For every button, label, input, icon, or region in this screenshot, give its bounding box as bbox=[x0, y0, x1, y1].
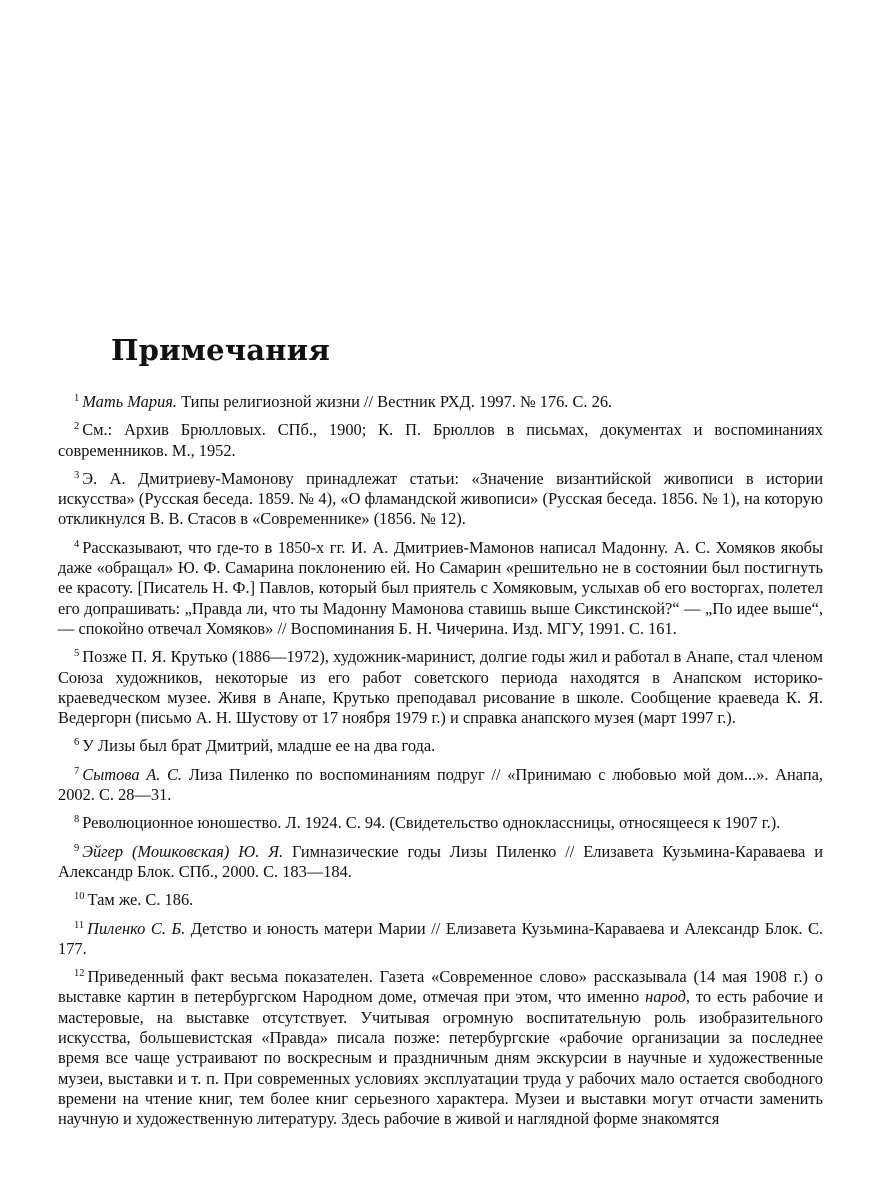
note-number: 2 bbox=[74, 421, 80, 433]
note-author: Сытова А. С. bbox=[82, 764, 183, 784]
note-item bbox=[58, 813, 823, 833]
note-item bbox=[58, 736, 823, 756]
note-text: Революционное юношество. Л. 1924. С. 94. (Свидетельство одноклассницы, относящееся к 1907 г.). bbox=[82, 813, 781, 833]
note-number: 8 bbox=[74, 814, 80, 826]
note-item bbox=[58, 842, 823, 883]
note-item bbox=[58, 420, 823, 461]
note-text: Позже П. Я. Крутько (1886—1972), художник-маринист, долгие годы жил и работал в Анапе, стал членом Союза художников, некоторые из его работ советского периода находятся в Анапском историко-краеведческом музее. Живя в Анапе, Крутько преподавал рисование в школе. Сообщение краеведа К. Я. Ведергорн (письмо А. Н. Шустову от 17 ноября 1979 г.) и справка анапского музея (март 1997 г.). bbox=[58, 647, 823, 728]
note-text: Приведенный факт весьма показателен. Газета «Современное слово» рассказывала (14 мая 1908 г.) о выставке картин в петербургском Народном доме, отмечая при этом, что именно bbox=[58, 967, 823, 1007]
note-item bbox=[58, 469, 823, 530]
note-number: 5 bbox=[74, 648, 80, 660]
note-item bbox=[58, 392, 823, 412]
note-number: 6 bbox=[74, 737, 80, 749]
note-text: , то есть рабочие и мастеровые, на выставке отсутствует. Учитывая огромную воспитательную роль изобразительного искусства, большевистская «Правда» писала позже: петербургские «рабочие организации за последнее время все чаще устраивают по воскресным и праздничным дням экскурсии в научные и художественные музеи, выставки и т. п. При современных условиях эксплуатации труда у рабочих мало остается свободного времени на чтение книг, тем более книг серьезного характера. Музеи и выставки могут отчасти заменить научную и художественную литературу. Здесь рабочие в живой и наглядной форме знакомятся bbox=[58, 987, 823, 1129]
note-text: Детство и юность матери Марии // Елизавета Кузьмина-Караваева и Александр Блок. С. 177. bbox=[58, 918, 823, 958]
note-number: 11 bbox=[74, 919, 85, 931]
note-author: Мать Мария. bbox=[82, 392, 177, 411]
notes-list bbox=[58, 392, 823, 1138]
note-number: 7 bbox=[74, 765, 80, 777]
note-number: 10 bbox=[74, 891, 85, 903]
note-number: 9 bbox=[74, 842, 80, 854]
note-text: См.: Архив Брюлловых. СПб., 1900; К. П. Брюллов в письмах, документах и воспоминаниях современников. М., 1952. bbox=[58, 420, 823, 460]
note-item bbox=[58, 890, 823, 910]
note-author: Пиленко С. Б. bbox=[87, 918, 186, 938]
note-text: Там же. С. 186. bbox=[87, 890, 194, 910]
note-item bbox=[58, 765, 823, 806]
note-number: 3 bbox=[74, 469, 80, 481]
note-text: Рассказывают, что где-то в 1850-х гг. И. А. Дмитриев-Мамонов написал Мадонну. А. С. Хомяков якобы даже «обращал» Ю. Ф. Самарина поклонению ей. Но Самарин «решительно не в состоянии был постигнуть ее красоту. [Писатель Н. Ф.] Павлов, который был приятель с Хомяковым, услыхав об его восторгах, полетел его допрашивать: „Правда ли, что ты Мадонну Мамонова ставишь выше Сикстинской?“ — „По идее выше“, — спокойно отвечал Хомяков» // Воспоминания Б. Н. Чичерина. Изд. МГУ, 1991. С. 161. bbox=[58, 537, 823, 638]
note-author: Эйгер (Мошковская) Ю. Я. bbox=[82, 841, 284, 861]
note-text: Гимназические годы Лизы Пиленко // Елизавета Кузьмина-Караваева и Александр Блок. СПб., 2000. С. 183—184. bbox=[58, 841, 823, 881]
note-number: 4 bbox=[74, 538, 80, 550]
note-emphasis: народ bbox=[645, 987, 686, 1007]
note-item bbox=[58, 919, 823, 960]
note-number: 1 bbox=[74, 393, 80, 404]
page-title: Примечания bbox=[111, 333, 330, 367]
note-text: Типы религиозной жизни // Вестник РХД. 1997. № 176. С. 26. bbox=[176, 392, 613, 411]
note-number: 12 bbox=[74, 968, 85, 980]
note-item bbox=[58, 967, 823, 1129]
note-item bbox=[58, 647, 823, 728]
note-item bbox=[58, 538, 823, 639]
note-text: Лиза Пиленко по воспоминаниям подруг // «Принимаю с любовью мой дом...». Анапа, 2002. С. 28—31. bbox=[58, 764, 823, 805]
note-text: Э. А. Дмитриеву-Мамонову принадлежат статьи: «Значение византийской живописи в истории искусства» (Русская беседа. 1859. № 4), «О фламандской живописи» (Русская беседа. 1856. № 1), на которую откликнулся В. В. Стасов в «Современнике» (1856. № 12). bbox=[58, 468, 823, 529]
note-text: У Лизы был брат Дмитрий, младше ее на два года. bbox=[82, 736, 436, 756]
